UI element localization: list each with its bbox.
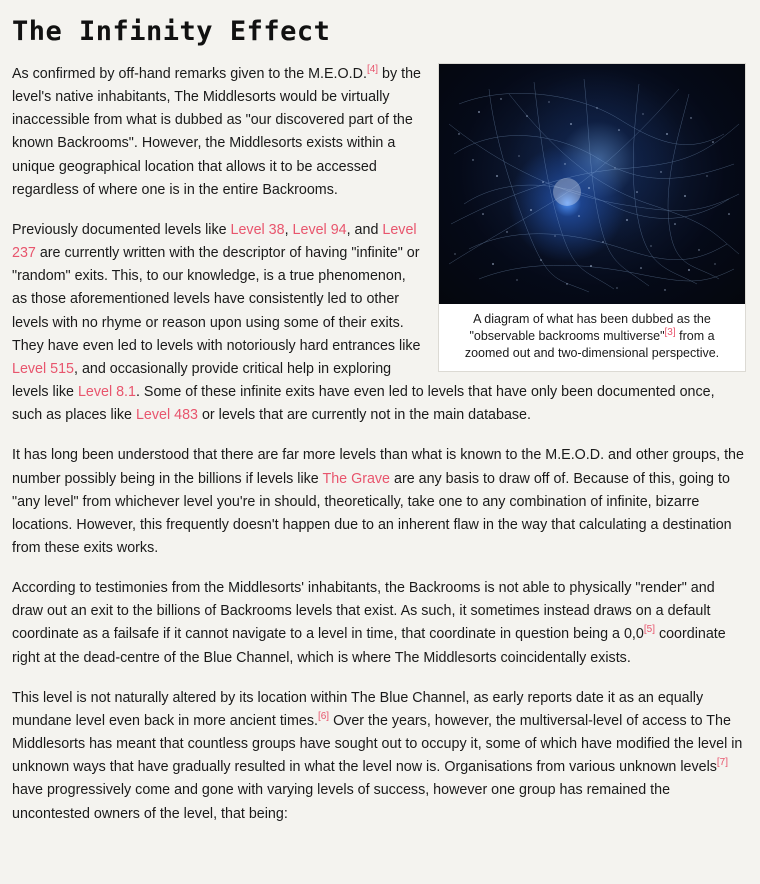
text-fragment: According to testimonies from the Middlesorts' inhabitants, the Backrooms is not able to physically "render" and draw out an exit to the billions of Backrooms levels that exist. As such, it sometimes instead draws on a default coordinate as a failsafe if it cannot navigate to a level in time, that coordinate in question being a 0,0 (12, 580, 715, 643)
network-web-graphic (439, 64, 745, 304)
link-level-94[interactable]: Level 94 (292, 221, 347, 238)
article-figure (438, 63, 746, 372)
link-level-38[interactable]: Level 38 (230, 221, 285, 238)
text-fragment: . Some of these infinite exits have even led to levels that have only been documented once, such as places like (12, 384, 715, 424)
figure-caption-text-1: A diagram of what has been dubbed as the "observable backrooms multiverse" (469, 312, 711, 343)
citation-ref-7[interactable] (717, 757, 728, 768)
text-fragment: This level is not naturally altered by its location within The Blue Channel, as early reports date it as an equally mundane level even back in more ancient times. (12, 689, 704, 729)
citation-ref-4-link[interactable]: [4] (366, 64, 379, 76)
paragraph-3 (12, 444, 746, 560)
link-level-483[interactable]: Level 483 (135, 407, 198, 424)
citation-ref-3-link[interactable]: [3] (664, 326, 676, 338)
text-fragment: As confirmed by off-hand remarks given to the M.E.O.D. (12, 66, 367, 82)
text-fragment: It has long been understood that there are far more levels than what is known to the M.E.O.D. and other groups, the number possibly being in the billions if levels like (12, 447, 744, 487)
link-level-8-1[interactable]: Level 8.1 (77, 384, 136, 401)
text-fragment: by the level's native inhabitants, The Middlesorts would be virtually inaccessible from what is dubbed as "our discovered part of the known Backrooms". However, the Middlesorts exists within a unique geographical location that allows it to be accessed regardless of where one is in the entire Backrooms. (12, 66, 421, 198)
figure-caption-text-2: from a zoomed out and two-dimensional perspective. (464, 328, 720, 360)
citation-ref-4[interactable] (367, 64, 378, 75)
citation-ref-5[interactable] (644, 625, 655, 636)
figure-caption (439, 304, 745, 371)
text-fragment: or levels that are currently not in the main database. (197, 407, 531, 424)
page-title: The Infinity Effect (12, 16, 331, 47)
text-fragment: Over the years, however, the multiversal-level of access to The Middlesorts has meant that countless groups have sought out to occupy it, some of which have modified the level in unknown ways that have gradually resulted in what the level now is. Organisations from various unknown levels (12, 712, 743, 776)
text-fragment: have progressively come and gone with varying levels of success, however one group has remained the uncontested owners of the level, that being: (12, 782, 671, 822)
text-fragment: , and (346, 221, 383, 238)
text-fragment: are any basis to draw off of. Because of this, going to "any level" from whichever level you're in should, theoretically, take one to any combination of infinite, bizarre locations. However, this frequently doesn't happen due to an inherent flaw in the way that calculating a destination from these exits works. (12, 470, 732, 556)
text-fragment: , and occasionally provide critical help in exploring levels like (12, 360, 392, 401)
link-level-237[interactable]: Level 237 (12, 221, 417, 262)
text-fragment: Previously documented levels like (12, 221, 231, 238)
citation-ref-5-link[interactable]: [5] (643, 624, 655, 636)
link-the-grave[interactable]: The Grave (322, 470, 391, 487)
citation-ref-6[interactable] (318, 711, 329, 722)
paragraph-5 (12, 687, 746, 826)
text-fragment: , (284, 221, 293, 238)
link-level-515[interactable]: Level 515 (12, 360, 75, 377)
text-fragment: coordinate right at the dead-centre of the Blue Channel, which is where The Middlesorts coincidentally exists. (12, 626, 726, 666)
multiverse-diagram-image (439, 64, 745, 304)
paragraph-4 (12, 577, 746, 670)
citation-ref-6-link[interactable]: [6] (317, 711, 330, 723)
citation-ref-7-link[interactable]: [7] (716, 757, 729, 769)
citation-ref-3[interactable] (665, 327, 676, 338)
text-fragment: are currently written with the descriptor of having "infinite" or "random" exits. This, to our knowledge, is a true phenomenon, as those aforementioned levels have consistently led to other levels with no rhyme or reason upon using some of their exits. They have even led to levels with notoriously hard entrances like (12, 245, 421, 354)
